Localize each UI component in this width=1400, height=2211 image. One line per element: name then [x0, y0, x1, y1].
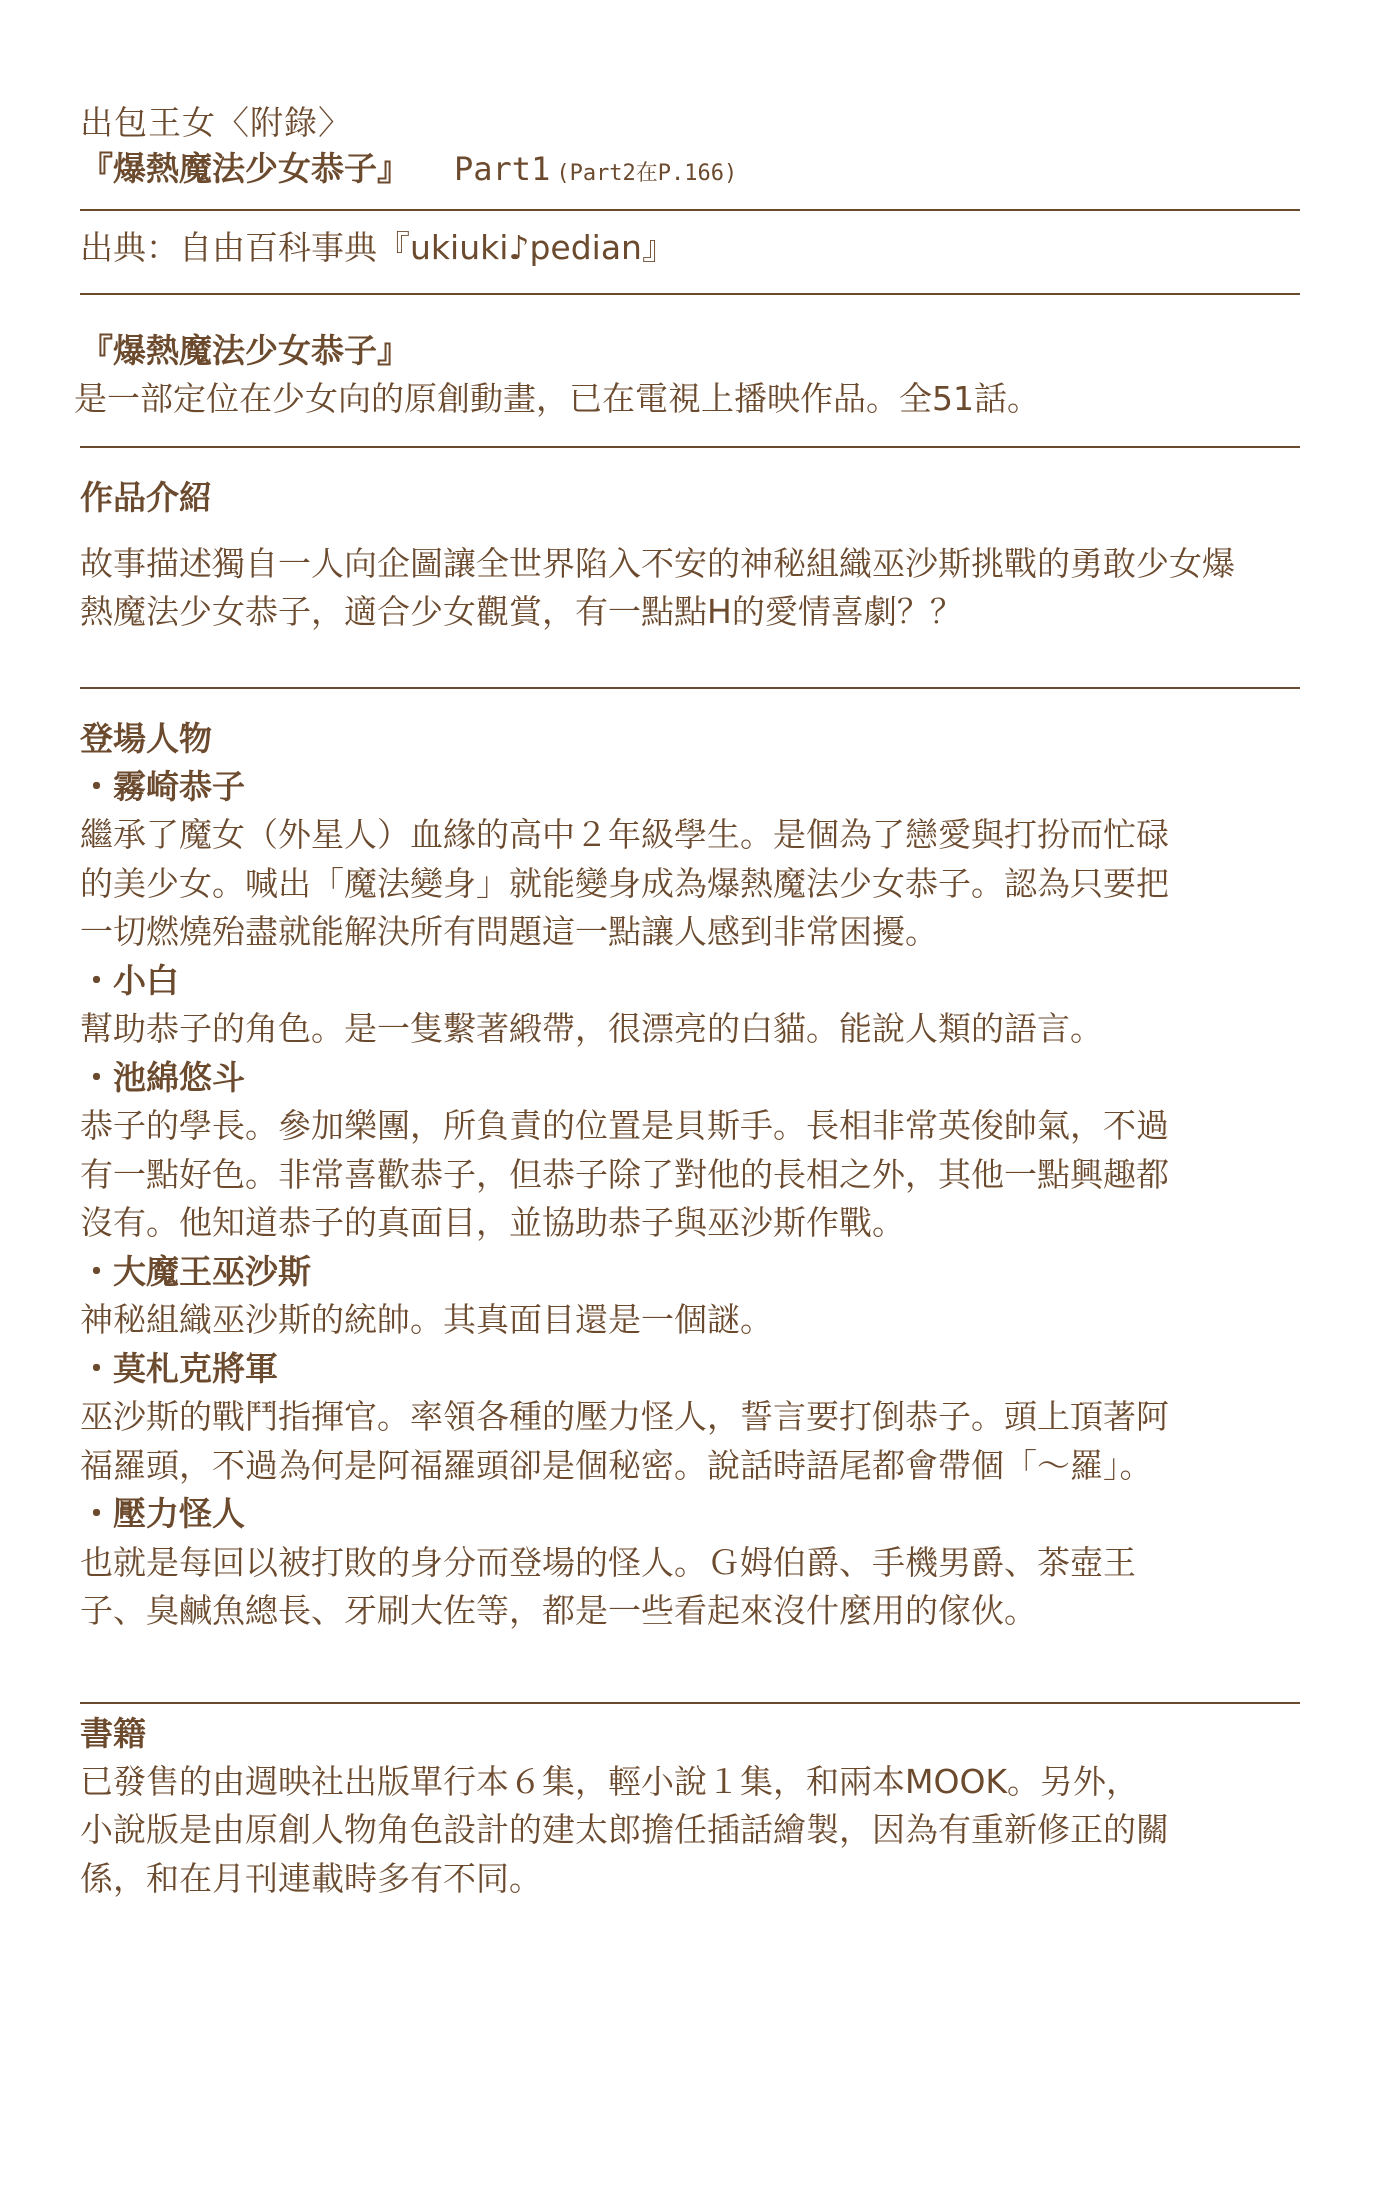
character-description: 繼承了魔女（外星人）血緣的高中２年級學生。是個為了戀愛與打扮而忙碌的美少女。喊出「魔法變身」就能變身成為爆熱魔法少女恭子。認為只要把一切燃燒殆盡就能解決所有問題這一點讓人感到非常困擾。	[80, 815, 1169, 951]
character-entry	[80, 1248, 1300, 1345]
character-description: 也就是每回以被打敗的身分而登場的怪人。Ｇ姆伯爵、手機男爵、茶壺王子、臭鹹魚總長、牙刷大佐等，都是一些看起來沒什麼用的傢伙。	[80, 1542, 1136, 1630]
character-description: 恭子的學長。參加樂團，所負責的位置是貝斯手。長相非常英俊帥氣，不過有一點好色。非常喜歡恭子，但恭子除了對他的長相之外，其他一點興趣都沒有。他知道恭子的真面目，並協助恭子與巫沙斯作戰。	[80, 1106, 1169, 1242]
character-description: 幫助恭子的角色。是一隻繫著緞帶，很漂亮的白貓。能說人類的語言。	[80, 1009, 1103, 1048]
divider	[80, 446, 1300, 448]
part-label: Part1	[454, 150, 551, 188]
article-title	[80, 146, 1300, 197]
books-text: 已發售的由週映社出版單行本６集，輕小說１集，和兩本MOOK。另外，小說版是由原創人物角色設計的建太郎擔任插話繪製，因為有重新修正的關係，和在月刊連載時多有不同。	[80, 1761, 1169, 1898]
intro-text: 是一部定位在少女向的原創動畫，已在電視上播映作品。全51話。	[74, 379, 1040, 418]
article-title-text: 『爆熱魔法少女恭子』	[80, 149, 410, 188]
character-entry	[80, 957, 1300, 1054]
divider	[80, 209, 1300, 211]
character-name: ・小白	[80, 960, 179, 1000]
character-name: ・壓力怪人	[80, 1494, 245, 1533]
character-description: 巫沙斯的戰鬥指揮官。率領各種的壓力怪人，誓言要打倒恭子。頭上頂著阿福羅頭，不過為何是阿福羅頭卻是個秘密。說話時語尾都會帶個「～羅」。	[80, 1397, 1169, 1485]
character-entry	[80, 1490, 1300, 1636]
source-line: 出典：自由百科事典『ukiuki♪pedian』	[80, 228, 675, 267]
part-note: (Part2在P.166)	[556, 161, 738, 186]
synopsis-title: 作品介紹	[80, 477, 212, 517]
character-name: ・大魔王巫沙斯	[80, 1251, 311, 1291]
document-page	[74, 100, 1300, 1903]
character-entry	[80, 1345, 1300, 1491]
synopsis-text: 故事描述獨自一人向企圖讓全世界陷入不安的神秘組織巫沙斯挑戰的勇敢少女爆熱魔法少女恭子，適合少女觀賞，有一點點H的愛情喜劇？？	[80, 543, 1235, 631]
character-name: ・霧崎恭子	[80, 766, 245, 806]
character-entry	[80, 763, 1300, 957]
divider	[80, 687, 1300, 689]
character-description: 神秘組織巫沙斯的統帥。其真面目還是一個謎。	[80, 1300, 773, 1339]
character-list	[80, 763, 1300, 1636]
divider	[80, 1702, 1300, 1704]
character-name: ・莫札克將軍	[80, 1348, 278, 1388]
character-name: ・池綿悠斗	[80, 1057, 245, 1097]
character-entry	[80, 1054, 1300, 1248]
series-title: 出包王女〈附錄〉	[80, 103, 352, 142]
characters-title: 登場人物	[80, 718, 212, 758]
divider	[80, 293, 1300, 295]
intro-title: 『爆熱魔法少女恭子』	[80, 331, 410, 370]
books-title: 書籍	[80, 1713, 146, 1753]
